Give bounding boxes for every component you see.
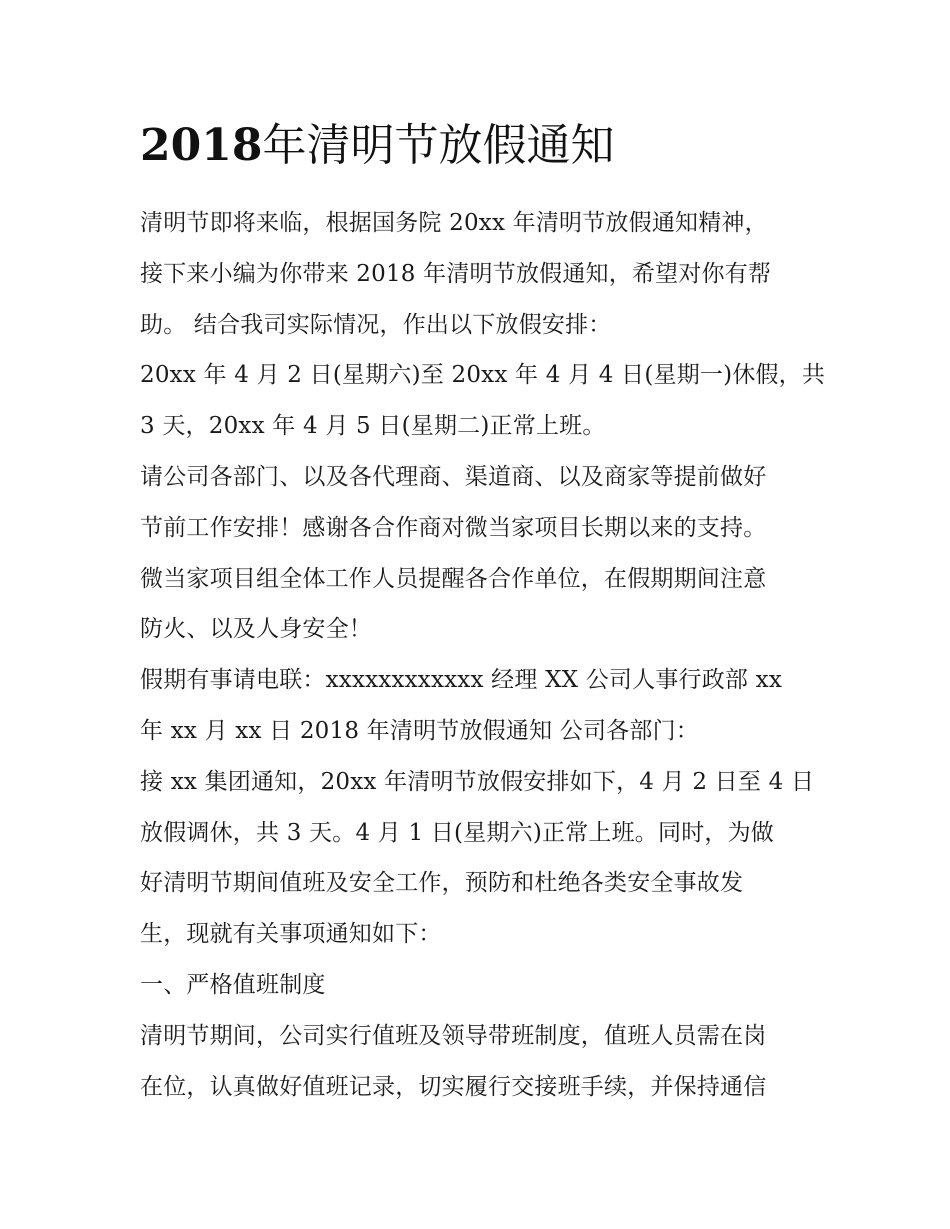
body-line: 防火、以及人身安全！ xyxy=(140,616,372,643)
title-text: 年清明节放假通知 xyxy=(262,120,615,171)
body-line: 清明节期间，公司实行值班及领导带班制度，值班人员需在岗 xyxy=(140,1022,767,1049)
body-line: 节前工作安排！感谢各合作商对微当家项目长期以来的支持。 xyxy=(140,514,767,541)
body-line: 20xx 年 4 月 2 日(星期六)至 20xx 年 4 月 4 日(星期一)休假，共 xyxy=(140,362,826,389)
body-line: 好清明节期间值班及安全工作，预防和杜绝各类安全事故发 xyxy=(140,870,744,897)
body-line: 助。 结合我司实际情况，作出以下放假安排： xyxy=(140,311,612,338)
body-line: 放假调休，共 3 天。4 月 1 日(星期六)正常上班。同时，为做 xyxy=(140,819,775,846)
body-line: 接 xx 集团通知，20xx 年清明节放假安排如下，4 月 2 日至 4 日 xyxy=(140,768,815,795)
body-line: 假期有事请电联：xxxxxxxxxxxx 经理 XX 公司人事行政部 xx xyxy=(140,667,782,694)
body-line: 微当家项目组全体工作人员提醒各合作单位，在假期期间注意 xyxy=(140,565,767,592)
body-line: 接下来小编为你带来 2018 年清明节放假通知，希望对你有帮 xyxy=(140,260,772,287)
body-line: 生，现就有关事项通知如下： xyxy=(140,921,442,948)
body-line: 3 天，20xx 年 4 月 5 日(星期二)正常上班。 xyxy=(140,413,606,440)
title-year: 2018 xyxy=(140,120,263,171)
document-title xyxy=(140,116,614,176)
body-line: 年 xx 月 xx 日 2018 年清明节放假通知 公司各部门： xyxy=(140,717,699,744)
body-line: 请公司各部门、以及各代理商、渠道商、以及商家等提前做好 xyxy=(140,463,767,490)
body-line: 清明节即将来临，根据国务院 20xx 年清明节放假通知精神， xyxy=(140,210,768,236)
body-line: 在位，认真做好值班记录，切实履行交接班手续，并保持通信 xyxy=(140,1073,767,1100)
document-body xyxy=(140,198,826,1112)
section-heading: 一、严格值班制度 xyxy=(140,971,326,998)
